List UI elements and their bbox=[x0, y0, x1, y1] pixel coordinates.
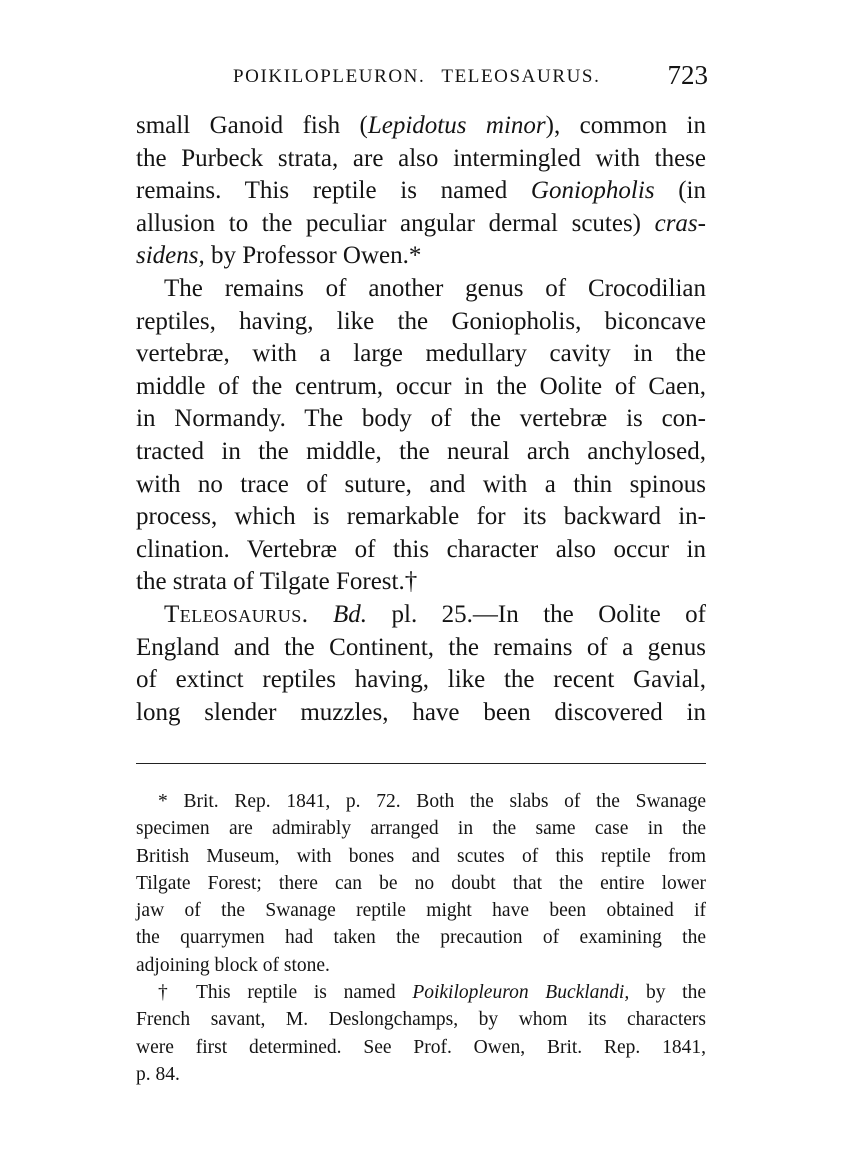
italic-text: Poikilopleuron Bucklandi, bbox=[412, 982, 630, 1004]
text-run: (in bbox=[654, 177, 706, 205]
body-line bbox=[136, 338, 706, 371]
footnote-line bbox=[136, 1006, 706, 1033]
footnote-line bbox=[136, 924, 706, 951]
page-number: 723 bbox=[667, 60, 708, 90]
footnote-line bbox=[136, 1061, 706, 1088]
text-run: by Professor Owen.* bbox=[204, 242, 422, 270]
body-line bbox=[136, 208, 706, 241]
text-run: with no trace of suture, and with a thin spinous bbox=[136, 470, 706, 498]
body-line bbox=[136, 697, 706, 730]
italic-text: cras- bbox=[654, 209, 706, 237]
text-run: * Brit. Rep. 1841, p. 72. Both the slabs of the Swanage bbox=[158, 791, 706, 812]
text-run: the quarrymen had taken the precaution of examining the bbox=[136, 927, 706, 949]
text-run: long slender muzzles, have been discovered in bbox=[136, 698, 706, 726]
text-run: were first determined. See Prof. Owen, Brit. Rep. 1841, bbox=[136, 1036, 706, 1058]
body-line bbox=[136, 469, 706, 502]
footnote-rule bbox=[136, 763, 706, 764]
text-run: French savant, M. Deslongchamps, by whom its characters bbox=[136, 1009, 706, 1031]
text-run: middle of the centrum, occur in the Oolite of Caen, bbox=[136, 372, 706, 400]
text-run: in Normandy. The body of the vertebræ is con- bbox=[136, 405, 706, 433]
text-run: The remains of another genus of Crocodilian bbox=[164, 274, 706, 302]
body-line bbox=[136, 599, 706, 632]
footnote-line bbox=[136, 1034, 706, 1061]
footnote-line bbox=[136, 870, 706, 897]
body-line bbox=[136, 110, 706, 143]
text-run: of extinct reptiles having, like the recent Gavial, bbox=[136, 666, 706, 694]
text-run: the strata of Tilgate Forest.† bbox=[136, 568, 418, 596]
text-run: remains. This reptile is named bbox=[136, 177, 531, 205]
body-line bbox=[136, 306, 706, 339]
text-run: specimen are admirably arranged in the same case in the bbox=[136, 818, 706, 840]
text-run: adjoining block of stone. bbox=[136, 954, 330, 976]
text-run: tracted in the middle, the neural arch anchylosed, bbox=[136, 437, 706, 465]
italic-text: Lepidotus minor bbox=[367, 112, 546, 139]
body-line bbox=[136, 632, 706, 665]
text-run: pl. 25.—In the Oolite of bbox=[367, 600, 706, 628]
body-line bbox=[136, 175, 706, 208]
text-run: reptiles, having, like the Goniopholis, biconcave bbox=[136, 307, 706, 335]
page-header bbox=[135, 60, 708, 94]
text-run: small Ganoid fish ( bbox=[136, 112, 368, 139]
running-title: POIKILOPLEURON. TELEOSAURUS. bbox=[233, 66, 601, 87]
text-run: p. 84. bbox=[136, 1063, 180, 1085]
text-run: England and the Continent, the remains of a genus bbox=[136, 633, 706, 661]
text-run: British Museum, with bones and scutes of this reptile from bbox=[136, 845, 706, 867]
italic-text: Bd. bbox=[333, 600, 368, 628]
body-line bbox=[136, 403, 706, 436]
footnote-line bbox=[136, 843, 706, 870]
body-line bbox=[136, 371, 706, 404]
footnote-line bbox=[136, 788, 706, 815]
body-line bbox=[136, 436, 706, 469]
text-run: vertebræ, with a large medullary cavity in the bbox=[136, 340, 706, 368]
footnote-line bbox=[136, 815, 706, 842]
footnote-line bbox=[136, 979, 706, 1006]
text-run bbox=[309, 601, 333, 628]
body-line bbox=[136, 143, 706, 176]
text-run: ), common in bbox=[545, 112, 706, 139]
body-line bbox=[136, 240, 706, 273]
text-run: Tilgate Forest; there can be no doubt that the entire lower bbox=[136, 872, 706, 894]
text-run: jaw of the Swanage reptile might have been obtained if bbox=[136, 900, 706, 922]
body-line bbox=[136, 534, 706, 567]
italic-text: sidens, bbox=[136, 242, 205, 270]
text-run: † This reptile is named bbox=[158, 982, 413, 1004]
body-line bbox=[136, 273, 706, 306]
body-line bbox=[136, 664, 706, 697]
body-line bbox=[136, 501, 706, 534]
text-run: the Purbeck strata, are also intermingled with these bbox=[136, 144, 706, 172]
footnote-line bbox=[136, 952, 706, 979]
text-run: by the bbox=[629, 982, 706, 1004]
body-line bbox=[136, 566, 706, 599]
main-text bbox=[136, 110, 706, 729]
text-run: allusion to the peculiar angular dermal scutes) bbox=[136, 209, 655, 237]
text-run: process, which is remarkable for its backward in- bbox=[136, 503, 706, 531]
small-caps-text: Teleosaurus. bbox=[164, 600, 309, 628]
italic-text: Goniopholis bbox=[530, 177, 655, 205]
text-run: clination. Vertebræ of this character also occur in bbox=[136, 535, 706, 563]
footnote-line bbox=[136, 897, 706, 924]
footnotes bbox=[136, 788, 706, 1088]
